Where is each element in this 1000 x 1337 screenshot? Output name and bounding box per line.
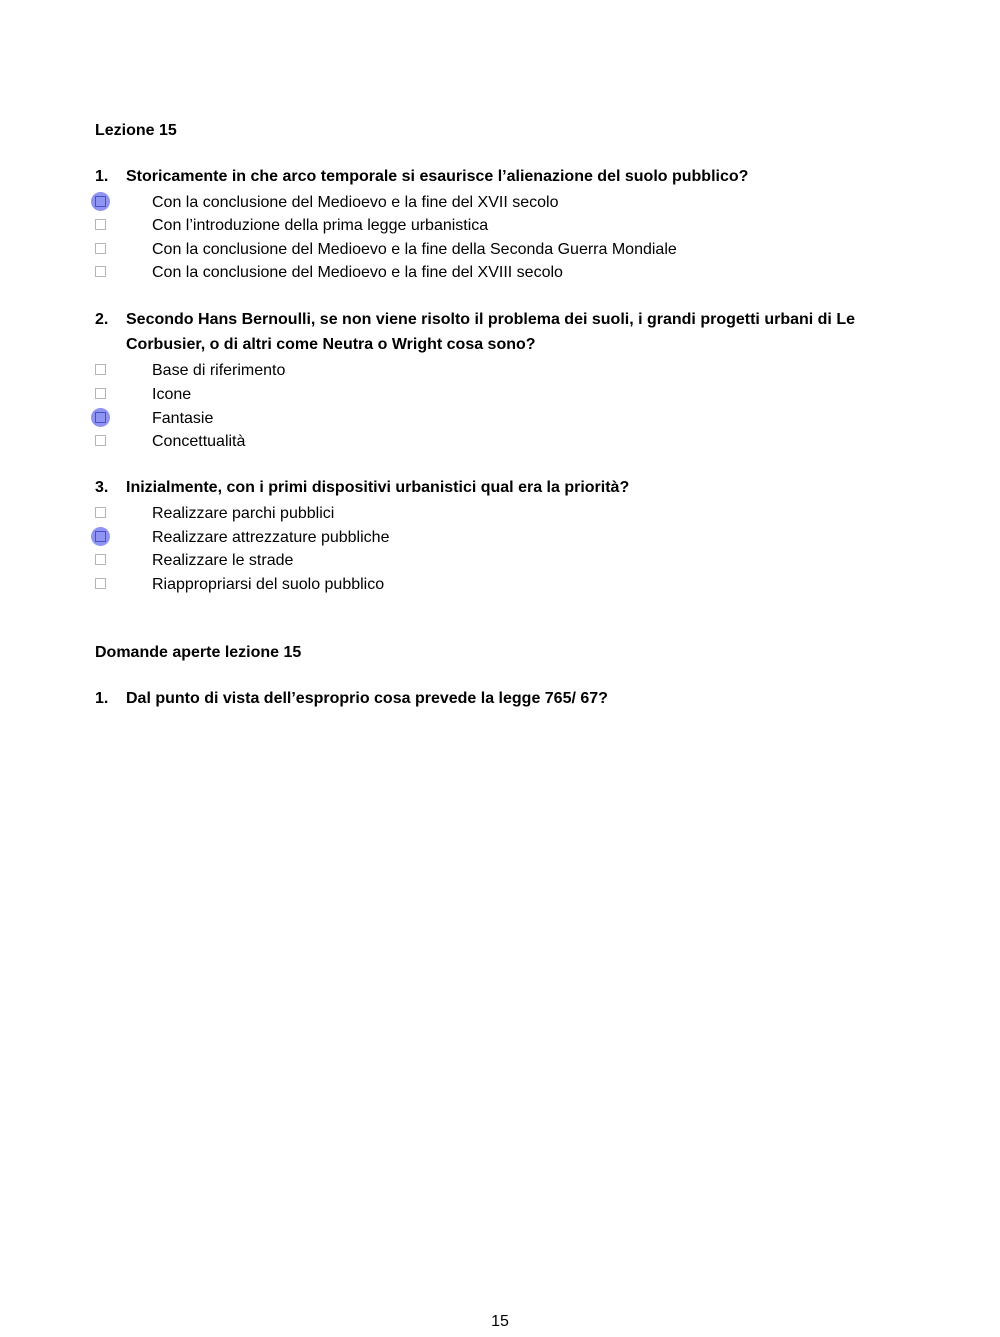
- checkbox-icon[interactable]: [95, 507, 106, 518]
- question-text: Storicamente in che arco temporale si esaurisce l’alienazione del suolo pubblico?: [126, 168, 749, 185]
- page-number: 15: [491, 1313, 509, 1330]
- checkbox-icon[interactable]: [95, 266, 106, 277]
- checkbox-icon[interactable]: [95, 554, 106, 565]
- option-label: Riappropriarsi del suolo pubblico: [152, 576, 385, 593]
- option-label: Fantasie: [152, 410, 214, 427]
- checkbox-icon[interactable]: [95, 219, 106, 230]
- question-text: Secondo Hans Bernoulli, se non viene risolto il problema dei suoli, i grandi progetti urbani di Le Corbusier, o di altri come Neutra o Wright cosa sono?: [126, 311, 855, 353]
- checkbox-checked-icon[interactable]: [91, 192, 110, 211]
- question-number: 2.: [95, 311, 109, 328]
- section-title: Lezione 15: [95, 122, 177, 139]
- checkbox-icon[interactable]: [95, 435, 106, 446]
- option-label: Realizzare parchi pubblici: [152, 505, 335, 522]
- question-number: 1.: [95, 168, 109, 185]
- checkbox-icon[interactable]: [95, 364, 106, 375]
- question-number: 3.: [95, 479, 109, 496]
- open-question-1: [95, 686, 875, 711]
- option-label: Icone: [152, 386, 192, 403]
- option-label: Realizzare attrezzature pubbliche: [152, 529, 390, 546]
- checkbox-icon[interactable]: [95, 578, 106, 589]
- option-label: Con l’introduzione della prima legge urbanistica: [152, 217, 489, 234]
- question-text: Inizialmente, con i primi dispositivi urbanistici qual era la priorità?: [126, 479, 630, 496]
- option-label: Con la conclusione del Medioevo e la fine del XVII secolo: [152, 194, 559, 211]
- option-label: Con la conclusione del Medioevo e la fine del XVIII secolo: [152, 264, 563, 281]
- question-text: Dal punto di vista dell’esproprio cosa prevede la legge 765/ 67?: [126, 690, 608, 707]
- checkbox-checked-icon[interactable]: [91, 527, 110, 546]
- option-label: Base di riferimento: [152, 362, 286, 379]
- option-label: Realizzare le strade: [152, 552, 294, 569]
- option-label: Con la conclusione del Medioevo e la fine della Seconda Guerra Mondiale: [152, 241, 677, 258]
- question-2: [95, 307, 875, 357]
- checkbox-checked-icon[interactable]: [91, 408, 110, 427]
- checkbox-icon[interactable]: [95, 243, 106, 254]
- question-number: 1.: [95, 690, 109, 707]
- option-label: Concettualità: [152, 433, 246, 450]
- checkbox-icon[interactable]: [95, 388, 106, 399]
- question-3: [95, 475, 875, 500]
- section-title: Domande aperte lezione 15: [95, 644, 302, 661]
- question-1: [95, 164, 875, 189]
